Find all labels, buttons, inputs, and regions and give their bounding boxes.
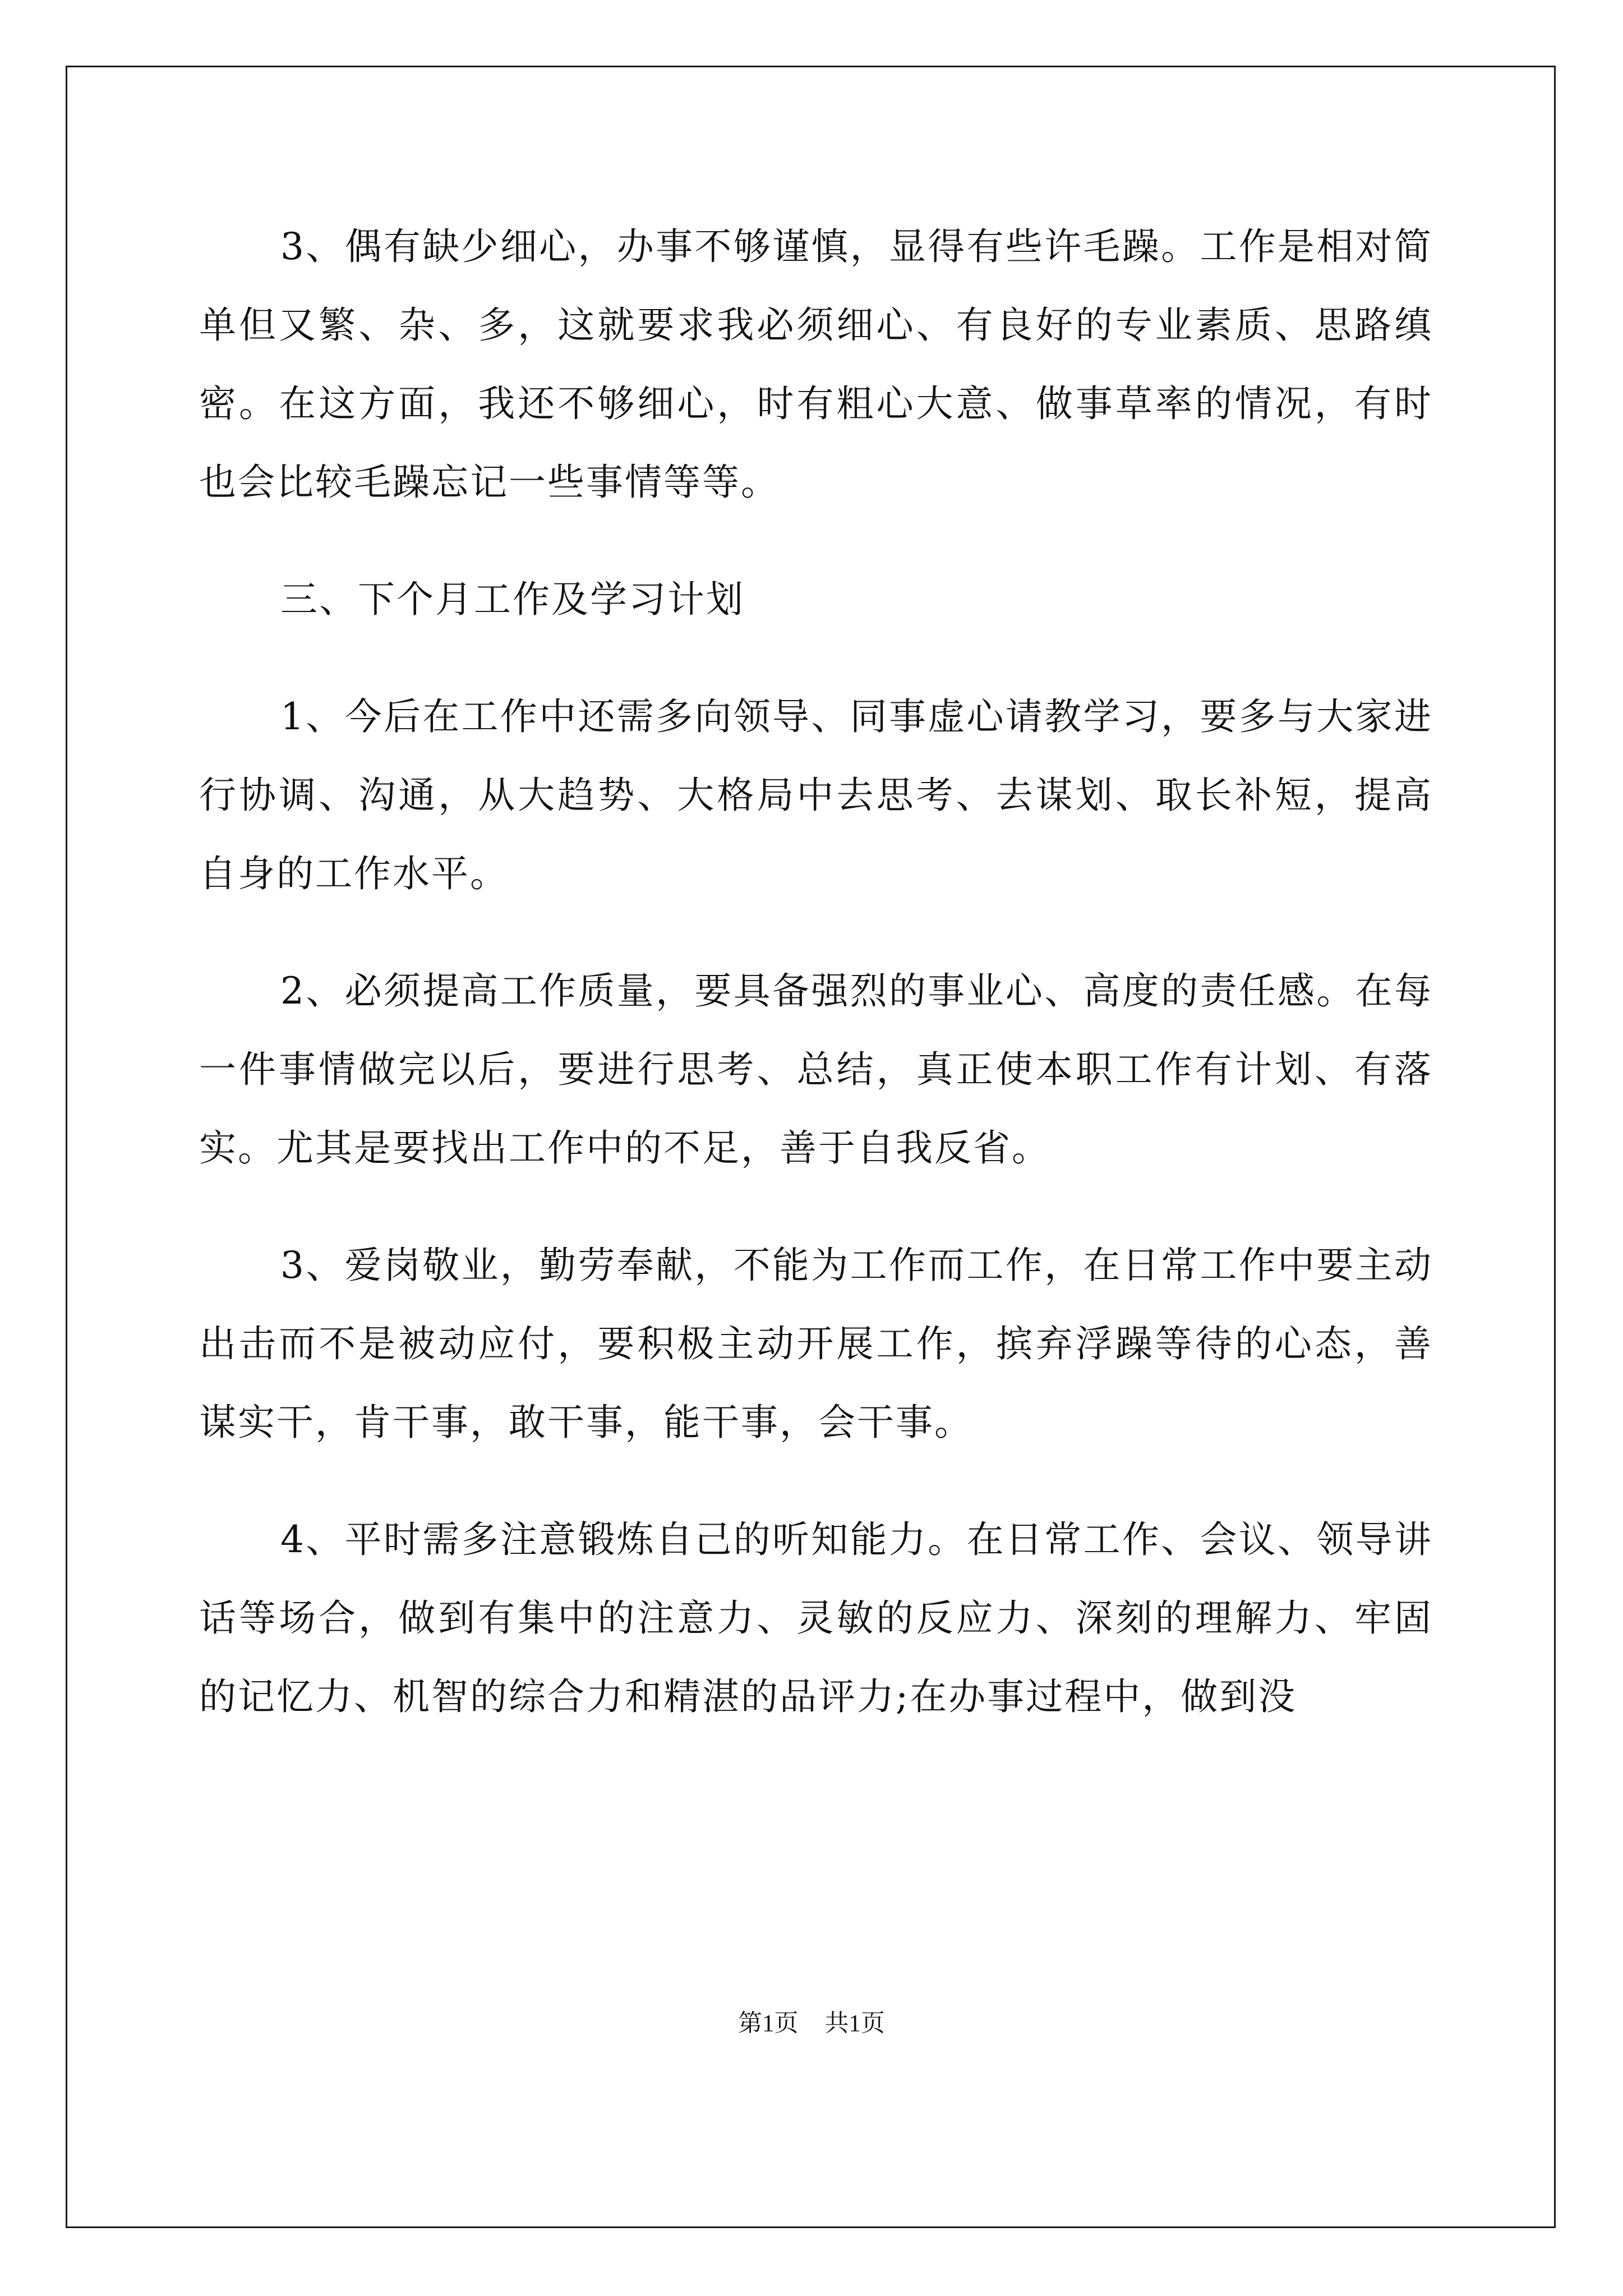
paragraph-item-3-carelessness: 3、偶有缺少细心，办事不够谨慎，显得有些许毛躁。工作是相对简单但又繁、杂、多，这就要求我必须细心、有良好的专业素质、思路缜密。在这方面，我还不够细心，时有粗心大意、做事草率的情况，有时也会比较毛躁忘记一些事情等等。	[199, 225, 1433, 504]
page-total: 共1页	[824, 2010, 885, 2037]
page-number: 第1页	[738, 2010, 799, 2037]
document-body	[199, 208, 1433, 1775]
paragraph-plan-1: 1、今后在工作中还需多向领导、同事虚心请教学习，要多与大家进行协调、沟通，从大趋势、大格局中去思考、去谋划、取长补短，提高自身的工作水平。	[199, 695, 1433, 895]
paragraph-plan-3: 3、爱岗敬业，勤劳奉献，不能为工作而工作，在日常工作中要主动出击而不是被动应付，要积极主动开展工作，摈弃浮躁等待的心态，善谋实干，肯干事，敢干事，能干事，会干事。	[199, 1244, 1433, 1444]
paragraph-plan-4: 4、平时需多注意锻炼自己的听知能力。在日常工作、会议、领导讲话等场合，做到有集中的注意力、灵敏的反应力、深刻的理解力、牢固的记忆力、机智的综合力和精湛的品评力;在办事过程中，做到没	[199, 1518, 1433, 1718]
page-footer	[0, 2007, 1623, 2041]
paragraph-plan-2: 2、必须提高工作质量，要具备强烈的事业心、高度的责任感。在每一件事情做完以后，要进行思考、总结，真正使本职工作有计划、有落实。尤其是要找出工作中的不足，善于自我反省。	[199, 969, 1433, 1170]
section-heading-next-month-plan: 三、下个月工作及学习计划	[280, 578, 745, 621]
